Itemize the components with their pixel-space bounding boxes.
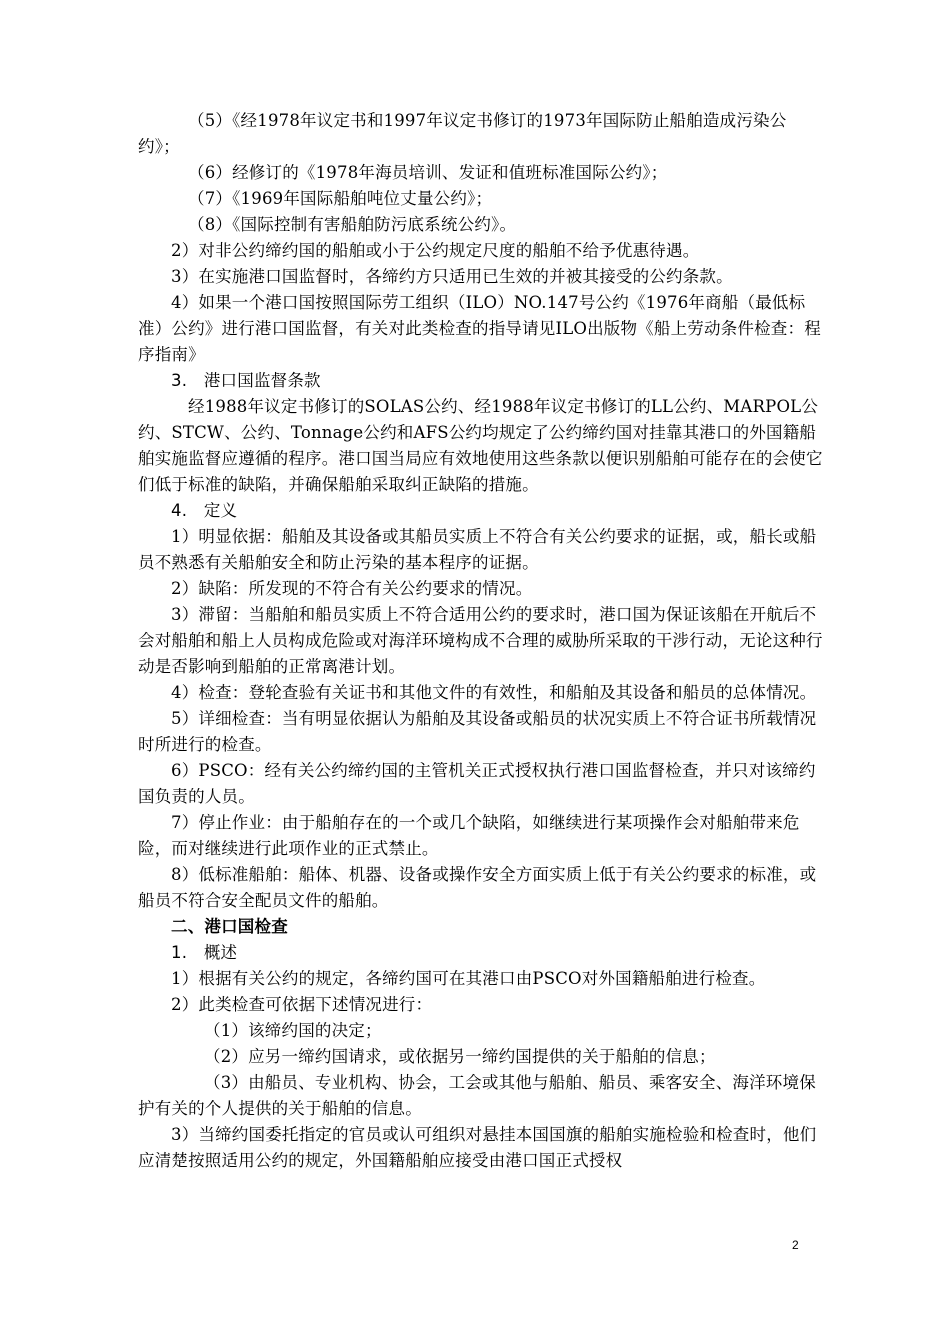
section-heading: 3. 港口国监督条款 (171, 371, 321, 390)
paragraph: 3）当缔约国委托指定的官员或认可组织对悬挂本国国旗的船舶实施检验和检查时，他们应清楚按照适用公约的规定，外国籍船舶应接受由港口国正式授权 (138, 1125, 817, 1170)
paragraph: 3）在实施港口国监督时，各缔约方只适用已生效的并被其接受的公约条款。 (171, 267, 733, 286)
section-heading: 1. 概述 (171, 943, 238, 962)
paragraph: 1）明显依据：船舶及其设备或其船员实质上不符合有关公约要求的证据，或，船长或船员不熟悉有关船舶安全和防止污染的基本程序的证据。 (138, 527, 817, 572)
paragraph: （1）该缔约国的决定； (204, 1021, 382, 1040)
paragraph: 6）PSCO：经有关公约缔约国的主管机关正式授权执行港口国监督检查，并只对该缔约国负责的人员。 (138, 761, 816, 806)
section-heading: 二、港口国检查 (171, 917, 288, 936)
paragraph: 3）滞留：当船舶和船员实质上不符合适用公约的要求时，港口国为保证该船在开航后不会对船舶和船上人员构成危险或对海洋环境构成不合理的威胁所采取的干涉行动，无论这种行动是否影响到船舶的正常离港计划。 (138, 605, 823, 676)
paragraph: （3）由船员、专业机构、协会，工会或其他与船舶、船员、乘客安全、海洋环境保护有关的个人提供的关于船舶的信息。 (138, 1073, 816, 1118)
paragraph: （6）经修订的《1978年海员培训、发证和值班标准国际公约》； (188, 163, 668, 182)
paragraph: 经1988年议定书修订的SOLAS公约、经1988年议定书修订的LL公约、MARPOL公约、STCW、公约、Tonnage公约和AFS公约均规定了公约缔约国对挂靠其港口的外国籍船舶实施监督应遵循的程序。港口国当局应有效地使用这些条款以便识别船舶可能存在的会使它们低于标准的缺陷，并确保船舶采取纠正缺陷的措施。 (138, 397, 823, 494)
paragraph: （2）应另一缔约国请求，或依据另一缔约国提供的关于船舶的信息； (204, 1047, 716, 1066)
paragraph: 1）根据有关公约的规定，各缔约国可在其港口由PSCO对外国籍船舶进行检查。 (171, 969, 766, 988)
paragraph: 7）停止作业：由于船舶存在的一个或几个缺陷，如继续进行某项操作会对船舶带来危险，而对继续进行此项作业的正式禁止。 (138, 813, 800, 858)
paragraph: 4）检查：登轮查验有关证书和其他文件的有效性，和船舶及其设备和船员的总体情况。 (171, 683, 817, 702)
paragraph: 5）详细检查：当有明显依据认为船舶及其设备或船员的状况实质上不符合证书所载情况时所进行的检查。 (138, 709, 817, 754)
paragraph: 2）此类检查可依据下述情况进行： (171, 995, 433, 1014)
paragraph: 4）如果一个港口国按照国际劳工组织（ILO）NO.147号公约《1976年商船（最低标准）公约》进行港口国监督，有关对此类检查的指导请见ILO出版物《船上劳动条件检查：程序指南》 (138, 293, 821, 364)
paragraph: （8）《国际控制有害船舶防污底系统公约》。 (188, 215, 517, 234)
paragraph: （7）《1969年国际船舶吨位丈量公约》； (188, 189, 493, 208)
paragraph: （5）《经1978年议定书和1997年议定书修订的1973年国际防止船舶造成污染公约》； (138, 111, 787, 156)
paragraph: 8）低标准船舶：船体、机器、设备或操作安全方面实质上低于有关公约要求的标准，或船员不符合安全配员文件的船舶。 (138, 865, 817, 910)
paragraph: 2）对非公约缔约国的船舶或小于公约规定尺度的船舶不给予优惠待遇。 (171, 241, 700, 260)
section-heading: 4. 定义 (171, 501, 238, 520)
page-number: 2 (792, 1238, 799, 1252)
document-body (138, 108, 828, 1174)
paragraph: 2）缺陷：所发现的不符合有关公约要求的情况。 (171, 579, 533, 598)
